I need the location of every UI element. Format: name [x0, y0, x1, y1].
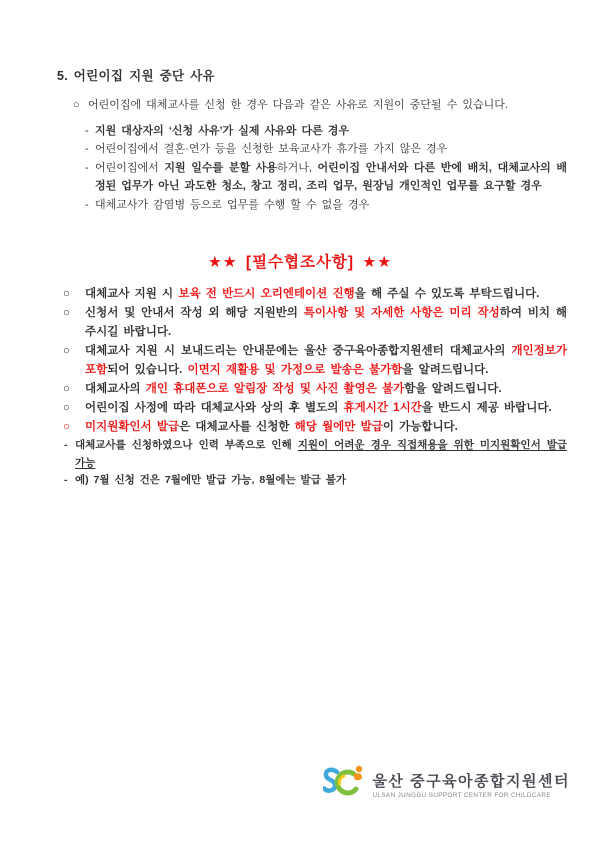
text-segment: 대체교사의: [85, 383, 146, 395]
text-segment: 보육 전 반드시 오리엔테이션 진행: [178, 288, 355, 300]
intro-text: [88, 99, 508, 111]
text-segment: 해당 월에만 발급: [294, 421, 383, 433]
text-segment: 함을 알려드립니다.: [404, 383, 502, 395]
center-name-english: ULSAN JUNGGU SUPPORT CENTER FOR CHILDCARE: [372, 792, 551, 800]
notice-bullet: [63, 418, 567, 437]
text-segment: 예) 7월 신청 건은 7월에만 발급 가능, 8월에는 발급 불가: [75, 474, 347, 486]
dash-marker: -: [64, 474, 68, 486]
notice-bullet: [63, 304, 567, 342]
dash-marker: -: [85, 143, 89, 155]
notice-text: [85, 383, 502, 395]
text-segment: 하여 비치 해주시길 바랍니다.: [85, 307, 568, 338]
text-segment: 지원 대상자의 ‘신청 사유’가 실제 사유와 다른 경우: [95, 124, 350, 137]
text-segment: 을 알려드립니다.: [402, 364, 489, 376]
text-segment: 대체교사가 감염병 등으로 업무를 수행 할 수 없을 경우: [95, 198, 370, 211]
subnote-text: [75, 439, 567, 469]
text-segment: 미지원확인서 발급: [85, 421, 180, 433]
notice-bullet: [63, 285, 567, 304]
notice-text: [85, 307, 567, 338]
text-segment: 은 대체교사를 신청한: [179, 421, 295, 433]
circle-bullet-marker: ○: [63, 383, 70, 395]
dash-marker: -: [85, 124, 89, 137]
text-segment: 이 가능합니다.: [382, 421, 458, 433]
reason-text: [95, 125, 349, 137]
section-mandatory-cooperation: [57, 250, 567, 490]
notice-bullet: [63, 399, 567, 418]
circle-bullet-marker: ○: [63, 402, 70, 414]
text-segment: 어린이집에서: [95, 161, 165, 174]
circle-bullet-marker: ○: [73, 99, 80, 111]
notice-bullet: [63, 380, 567, 399]
notice-text: [85, 345, 567, 376]
center-name-korean: 울산 중구육아종합지원센터: [372, 772, 570, 790]
dash-marker: -: [85, 198, 89, 211]
text-segment: 신청서 및 안내서 작성 외 해당 지원반의: [85, 307, 304, 319]
circle-bullet-marker: ○: [63, 307, 70, 319]
circle-bullet-marker: ○: [63, 288, 70, 300]
reason-text: [95, 199, 369, 211]
center-logo-icon: [323, 762, 367, 807]
dash-marker: -: [85, 161, 89, 174]
reason-item: [85, 196, 567, 215]
text-segment: 하거나,: [276, 161, 318, 174]
text-segment: 을 해 주실 수 있도록 부탁드립니다.: [354, 288, 540, 300]
reason-item: [85, 159, 567, 196]
text-segment: 지원이 어려운 경우 직접채용을 위한 미지원확인서 발급 가능: [75, 439, 567, 469]
text-segment: 대체교사 지원 시: [85, 288, 179, 300]
text-segment: 되어 있습니다.: [107, 364, 188, 376]
text-segment: 개인 휴대폰으로 알림장 작성 및 사진 촬영은 불가: [145, 383, 405, 395]
circle-bullet-marker: ○: [63, 421, 70, 433]
text-segment: 대체교사를 신청하였으나 인력 부족으로 인해: [75, 439, 298, 451]
text-segment: 이면지 재활용 및 가정으로 발송은 불가함: [187, 364, 403, 376]
section-heading: 5. 어린이집 지원 중단 사유: [57, 69, 215, 83]
reason-text: [95, 162, 567, 193]
subnote: [64, 472, 567, 490]
footer-logo: [323, 762, 570, 807]
text-segment: 어린이집 사정에 따라 대체교사와 상의 후 별도의: [85, 402, 344, 414]
text-segment: 대체교사 지원 시 보내드리는 안내문에는 울산 중구육아종합지원센터 대체교사의: [85, 345, 512, 357]
text-segment: 을 반드시 제공 바랍니다.: [421, 402, 552, 414]
dash-marker: -: [64, 439, 68, 451]
notice-text: [85, 288, 539, 300]
circle-bullet-marker: ○: [63, 345, 70, 357]
center-name: [372, 770, 570, 800]
notice-header: ★★ [필수협조사항] ★★: [207, 254, 393, 271]
subnote: [64, 437, 567, 472]
text-segment: 지원 일수를 분할 사용: [164, 161, 277, 174]
text-segment: 개인정보가 포함: [85, 345, 567, 376]
text-segment: 어린이집에서 결혼·연가 등을 신청한 보육교사가 휴가를 가지 않은 경우: [95, 143, 448, 155]
text-segment: 특이사항 및 자세한 사항은 미리 작성: [303, 307, 500, 319]
notice-bullet: [63, 342, 567, 380]
section-suspension-reasons: [57, 66, 567, 214]
text-segment: 어린이집 안내서와 다른 반에 배치, 대체교사의 배정된 업무가 아닌 과도한 청소, 창고 정리, 조리 업무, 원장님 개인적인 업무를 요구할 경우: [95, 161, 567, 192]
text-segment: 휴게시간 1시간: [343, 402, 422, 414]
reason-item: [85, 122, 567, 141]
text-segment: 어린이집에 대체교사를 신청 한 경우 다음과 같은 사유로 지원이 중단될 수 있습니다.: [88, 99, 508, 111]
reason-item: [85, 140, 567, 159]
subnote-text: [75, 474, 346, 486]
intro-line: [73, 96, 567, 115]
notice-text: [85, 421, 458, 433]
notice-text: [85, 402, 552, 414]
reason-text: [95, 143, 447, 155]
